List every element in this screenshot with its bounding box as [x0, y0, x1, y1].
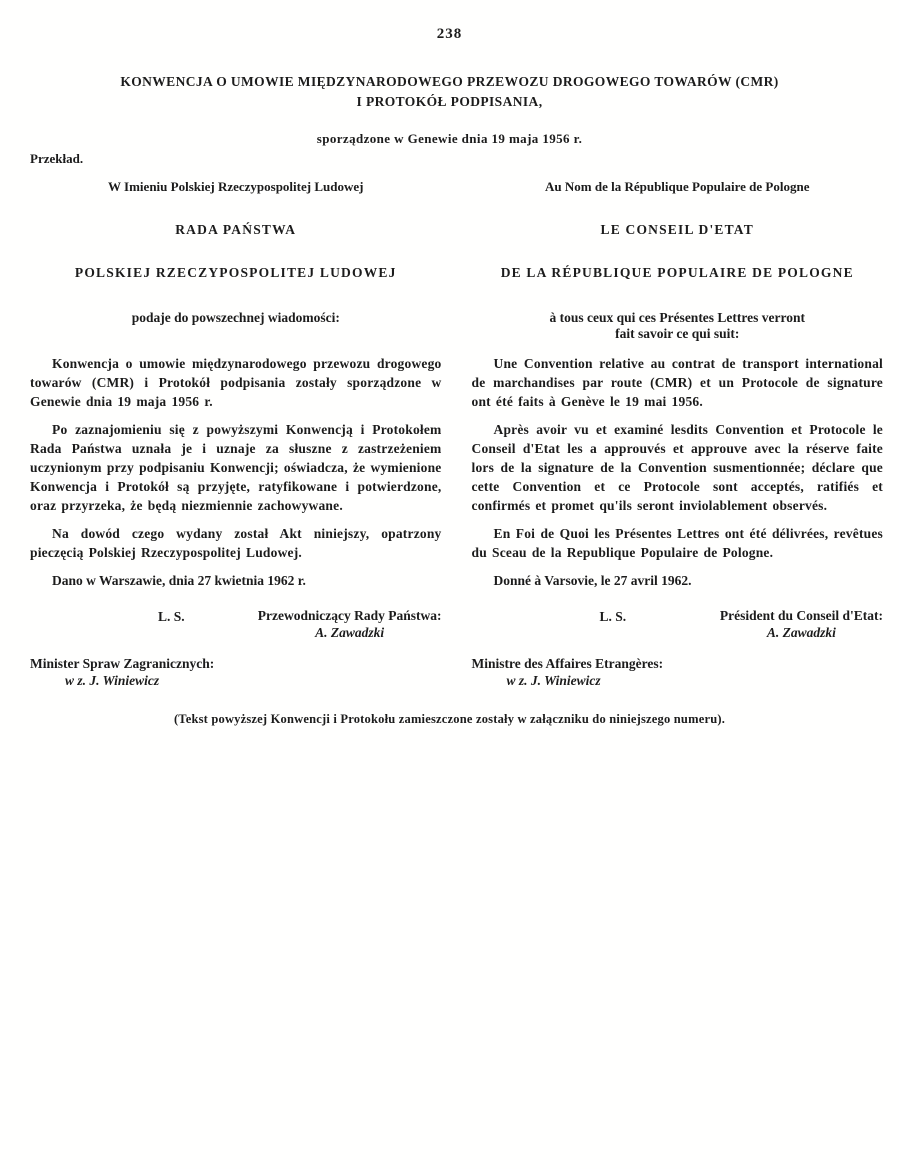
polish-signatory-title: Przewodniczący Rady Państwa:	[257, 608, 442, 623]
polish-signatory-name: A. Zawadzki	[315, 625, 385, 640]
french-heading-council: LE CONSEIL D'ETAT	[600, 222, 754, 237]
translation-note: Przekład.	[30, 151, 84, 166]
french-minister-name: w z. J. Winiewicz	[506, 673, 601, 688]
french-proclamation	[472, 310, 884, 342]
polish-signatory-block	[258, 607, 442, 641]
french-proclamation-line-1: à tous ceux qui ces Présentes Lettres verront	[549, 310, 806, 325]
french-paragraph-2: Après avoir vu et examiné lesdits Convention et Protocole le Conseil d'Etat les a approuvés et approuve avec la réserve faite lors de la signature de la Convention susmentionnée; déclare que cette Convention et ce Protocole sont acceptés, ratifiés et confirmés et promet qu'ils seront inviolablement observés.	[471, 422, 883, 513]
document-title-line-2: I PROTOKÓŁ PODPISANIA,	[356, 94, 543, 109]
french-minister-title: Ministre des Affaires Etrangères:	[471, 656, 664, 671]
polish-heading-council: RADA PAŃSTWA	[175, 222, 297, 237]
document-title	[0, 72, 899, 112]
polish-paragraph-3: Na dowód czego wydany został Akt niniejszy, opatrzony pieczęcią Polskiej Rzeczypospolitej Ludowej.	[30, 526, 442, 560]
french-signatory-name: A. Zawadzki	[766, 625, 836, 640]
polish-minister-name: w z. J. Winiewicz	[65, 673, 160, 688]
polish-paragraph-1: Konwencja o umowie międzynarodowego przewozu drogowego towarów (CMR) i Protokół podpisania zostały sporządzone w Genewie dnia 19 maja 1956 r.	[30, 356, 442, 409]
french-minister-block	[472, 655, 884, 689]
french-signature-row	[472, 607, 884, 641]
document-title-line-1: KONWENCJA O UMOWIE MIĘDZYNARODOWEGO PRZEWOZU DROGOWEGO TOWARÓW (CMR)	[120, 74, 779, 89]
french-signatory-block	[720, 607, 883, 641]
french-column	[472, 170, 884, 689]
polish-column	[30, 170, 442, 689]
french-seal-ls: L. S.	[599, 609, 627, 624]
footer-annex-note: (Tekst powyższej Konwencji i Protokołu zamieszczone zostały w załączniku do niniejszego numeru).	[173, 712, 726, 726]
polish-proclamation-text: podaje do powszechnej wiadomości:	[131, 310, 340, 325]
polish-minister-title: Minister Spraw Zagranicznych:	[30, 656, 215, 671]
french-paragraph-1: Une Convention relative au contrat de transport international de marchandises par route (CMR) et un Protocole de signature ont été faits à Genève le 19 mai 1956.	[471, 356, 883, 409]
document-subtitle: sporządzone w Genewie dnia 19 maja 1956 r.	[316, 131, 583, 146]
polish-heading-republic: POLSKIEJ RZECZYPOSPOLITEJ LUDOWEJ	[74, 265, 397, 280]
polish-heading-in-the-name: W Imieniu Polskiej Rzeczypospolitej Ludowej	[108, 179, 364, 194]
polish-seal-ls: L. S.	[158, 609, 185, 624]
two-column-body	[0, 170, 899, 689]
polish-proclamation	[30, 310, 442, 342]
french-proclamation-line-2: fait savoir ce qui suit:	[615, 326, 740, 341]
french-heading-in-the-name: Au Nom de la République Populaire de Pologne	[545, 179, 810, 194]
french-signatory-title: Président du Conseil d'Etat:	[719, 608, 883, 623]
french-paragraph-3: En Foi de Quoi les Présentes Lettres ont été délivrées, revêtues du Sceau de la Republique Populaire de Pologne.	[471, 526, 883, 560]
polish-date-line: Dano w Warszawie, dnia 27 kwietnia 1962 r.	[52, 573, 306, 588]
page-number: 238	[436, 26, 463, 42]
french-heading-republic: DE LA RÉPUBLIQUE POPULAIRE DE POLOGNE	[500, 265, 854, 280]
french-date-line: Donné à Varsovie, le 27 avril 1962.	[493, 573, 692, 588]
polish-signature-row	[30, 607, 442, 641]
polish-minister-block	[30, 655, 442, 689]
polish-paragraph-2: Po zaznajomieniu się z powyższymi Konwencją i Protokołem Rada Państwa uznała je i uznaje za słuszne z zastrzeżeniem uczynionym przy podpisaniu Konwencji; oświadcza, że wymienione Konwencja i Protokół są przyjęte, ratyfikowane i potwierdzone, oraz przyrzeka, że będą niezmiennie zachowywane.	[30, 422, 442, 513]
